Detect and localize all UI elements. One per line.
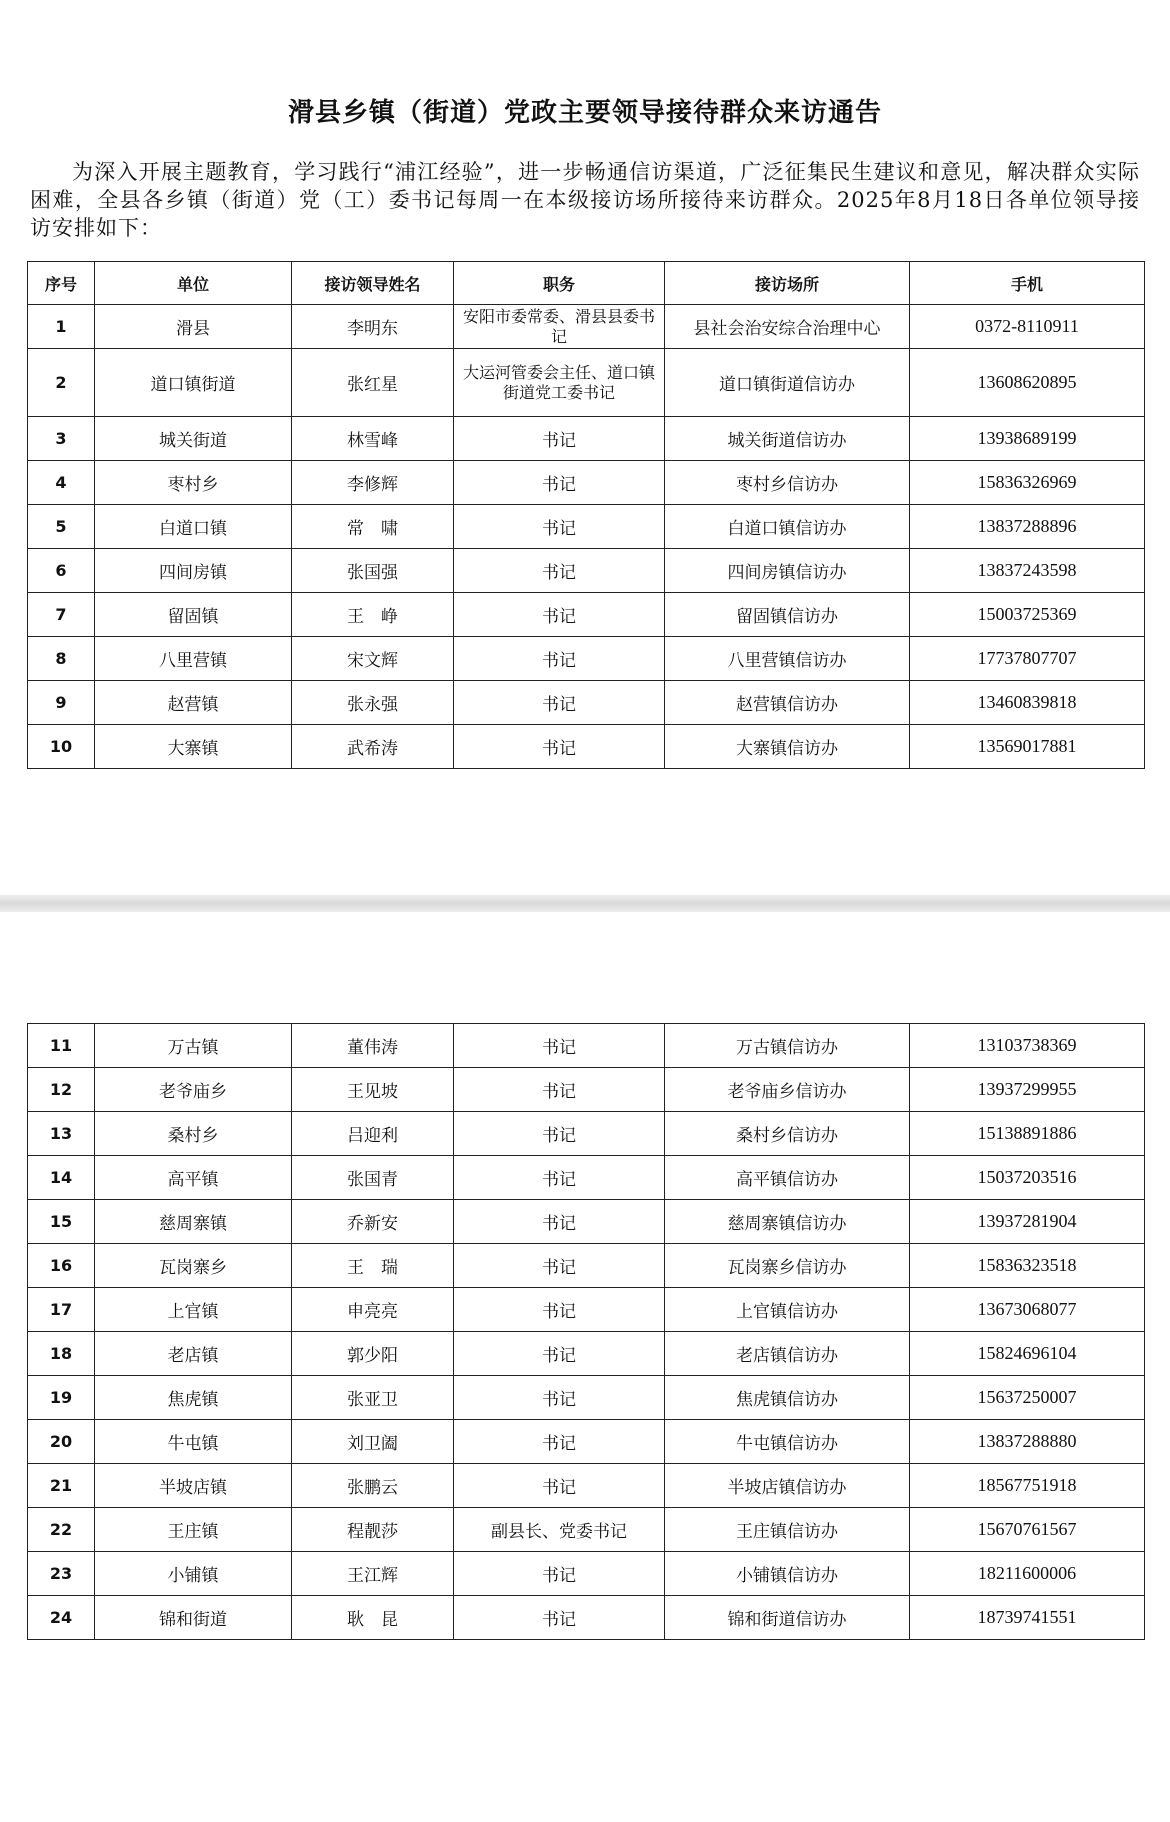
- cell-name: 张国强: [292, 549, 454, 593]
- table-row: [28, 1024, 1145, 1068]
- cell-no: 23: [28, 1552, 95, 1596]
- cell-place: 牛屯镇信访办: [665, 1420, 910, 1464]
- cell-duty: 书记: [454, 1596, 665, 1640]
- cell-place: 城关街道信访办: [665, 417, 910, 461]
- cell-no: 22: [28, 1508, 95, 1552]
- cell-place: 大寨镇信访办: [665, 725, 910, 769]
- cell-place: 白道口镇信访办: [665, 505, 910, 549]
- cell-duty: 书记: [454, 1024, 665, 1068]
- cell-phone: 18211600006: [910, 1552, 1145, 1596]
- table-row: [28, 1420, 1145, 1464]
- cell-phone: 13837288880: [910, 1420, 1145, 1464]
- header-no: 序号: [28, 262, 95, 305]
- table-row: [28, 1596, 1145, 1640]
- schedule-table-part-2: [27, 1023, 1145, 1640]
- cell-duty: 书记: [454, 417, 665, 461]
- cell-duty: 书记: [454, 1244, 665, 1288]
- table-row: [28, 1200, 1145, 1244]
- cell-duty: 副县长、党委书记: [454, 1508, 665, 1552]
- cell-unit: 牛屯镇: [95, 1420, 292, 1464]
- cell-unit: 留固镇: [95, 593, 292, 637]
- cell-place: 半坡店镇信访办: [665, 1464, 910, 1508]
- cell-duty: 书记: [454, 1200, 665, 1244]
- cell-duty: 安阳市委常委、滑县县委书记: [454, 305, 665, 349]
- cell-no: 12: [28, 1068, 95, 1112]
- cell-phone: 13569017881: [910, 725, 1145, 769]
- cell-phone: 0372-8110911: [910, 305, 1145, 349]
- table-header-row: [28, 262, 1145, 305]
- cell-place: 上官镇信访办: [665, 1288, 910, 1332]
- header-unit: 单位: [95, 262, 292, 305]
- cell-phone: 13103738369: [910, 1024, 1145, 1068]
- cell-name: 董伟涛: [292, 1024, 454, 1068]
- cell-phone: 18739741551: [910, 1596, 1145, 1640]
- cell-no: 14: [28, 1156, 95, 1200]
- cell-unit: 老店镇: [95, 1332, 292, 1376]
- cell-duty: 书记: [454, 1464, 665, 1508]
- page-separator: [0, 895, 1170, 912]
- cell-no: 4: [28, 461, 95, 505]
- cell-name: 王 峥: [292, 593, 454, 637]
- cell-place: 道口镇街道信访办: [665, 349, 910, 417]
- cell-unit: 枣村乡: [95, 461, 292, 505]
- cell-duty: 书记: [454, 1552, 665, 1596]
- cell-no: 9: [28, 681, 95, 725]
- cell-name: 吕迎利: [292, 1112, 454, 1156]
- cell-place: 锦和街道信访办: [665, 1596, 910, 1640]
- cell-name: 张永强: [292, 681, 454, 725]
- table-row: [28, 305, 1145, 349]
- cell-unit: 大寨镇: [95, 725, 292, 769]
- cell-phone: 15824696104: [910, 1332, 1145, 1376]
- cell-name: 申亮亮: [292, 1288, 454, 1332]
- cell-unit: 老爷庙乡: [95, 1068, 292, 1112]
- cell-place: 高平镇信访办: [665, 1156, 910, 1200]
- notice-title: 滑县乡镇（街道）党政主要领导接待群众来访通告: [287, 98, 882, 128]
- cell-name: 张亚卫: [292, 1376, 454, 1420]
- header-name: 接访领导姓名: [292, 262, 454, 305]
- cell-place: 老爷庙乡信访办: [665, 1068, 910, 1112]
- cell-phone: 13460839818: [910, 681, 1145, 725]
- table-row: [28, 1156, 1145, 1200]
- table-row: [28, 549, 1145, 593]
- cell-place: 小铺镇信访办: [665, 1552, 910, 1596]
- cell-phone: 13673068077: [910, 1288, 1145, 1332]
- cell-place: 焦虎镇信访办: [665, 1376, 910, 1420]
- cell-phone: 15037203516: [910, 1156, 1145, 1200]
- cell-duty: 书记: [454, 1068, 665, 1112]
- cell-unit: 焦虎镇: [95, 1376, 292, 1420]
- cell-phone: 13837243598: [910, 549, 1145, 593]
- cell-name: 林雪峰: [292, 417, 454, 461]
- cell-no: 2: [28, 349, 95, 417]
- cell-phone: 13938689199: [910, 417, 1145, 461]
- table-row: [28, 417, 1145, 461]
- cell-no: 18: [28, 1332, 95, 1376]
- table-row: [28, 681, 1145, 725]
- cell-name: 王 瑞: [292, 1244, 454, 1288]
- cell-no: 11: [28, 1024, 95, 1068]
- cell-phone: 13937281904: [910, 1200, 1145, 1244]
- cell-phone: 15670761567: [910, 1508, 1145, 1552]
- schedule-table-part-1: [27, 261, 1145, 769]
- cell-duty: 书记: [454, 1288, 665, 1332]
- cell-duty: 书记: [454, 461, 665, 505]
- cell-duty: 大运河管委会主任、道口镇街道党工委书记: [454, 349, 665, 417]
- cell-place: 留固镇信访办: [665, 593, 910, 637]
- cell-no: 3: [28, 417, 95, 461]
- cell-name: 乔新安: [292, 1200, 454, 1244]
- cell-name: 刘卫阖: [292, 1420, 454, 1464]
- cell-name: 李明东: [292, 305, 454, 349]
- cell-phone: 15003725369: [910, 593, 1145, 637]
- cell-unit: 慈周寨镇: [95, 1200, 292, 1244]
- cell-phone: 13937299955: [910, 1068, 1145, 1112]
- cell-no: 13: [28, 1112, 95, 1156]
- cell-name: 张国青: [292, 1156, 454, 1200]
- cell-place: 万古镇信访办: [665, 1024, 910, 1068]
- table-row: [28, 461, 1145, 505]
- table-row: [28, 349, 1145, 417]
- cell-unit: 滑县: [95, 305, 292, 349]
- cell-duty: 书记: [454, 1376, 665, 1420]
- cell-no: 15: [28, 1200, 95, 1244]
- cell-unit: 桑村乡: [95, 1112, 292, 1156]
- cell-phone: 15836323518: [910, 1244, 1145, 1288]
- cell-place: 王庄镇信访办: [665, 1508, 910, 1552]
- cell-unit: 万古镇: [95, 1024, 292, 1068]
- cell-phone: 13837288896: [910, 505, 1145, 549]
- table-row: [28, 1332, 1145, 1376]
- cell-phone: 18567751918: [910, 1464, 1145, 1508]
- cell-duty: 书记: [454, 505, 665, 549]
- cell-unit: 小铺镇: [95, 1552, 292, 1596]
- cell-place: 瓦岗寨乡信访办: [665, 1244, 910, 1288]
- cell-duty: 书记: [454, 1332, 665, 1376]
- cell-no: 7: [28, 593, 95, 637]
- cell-name: 张鹏云: [292, 1464, 454, 1508]
- cell-name: 王见坡: [292, 1068, 454, 1112]
- cell-name: 常 啸: [292, 505, 454, 549]
- cell-no: 19: [28, 1376, 95, 1420]
- table-row: [28, 1508, 1145, 1552]
- cell-name: 程靓莎: [292, 1508, 454, 1552]
- cell-phone: 15138891886: [910, 1112, 1145, 1156]
- cell-unit: 半坡店镇: [95, 1464, 292, 1508]
- cell-name: 郭少阳: [292, 1332, 454, 1376]
- cell-unit: 道口镇街道: [95, 349, 292, 417]
- cell-no: 17: [28, 1288, 95, 1332]
- header-duty: 职务: [454, 262, 665, 305]
- cell-no: 20: [28, 1420, 95, 1464]
- cell-unit: 上官镇: [95, 1288, 292, 1332]
- cell-no: 10: [28, 725, 95, 769]
- cell-phone: 17737807707: [910, 637, 1145, 681]
- cell-duty: 书记: [454, 681, 665, 725]
- header-phone: 手机: [910, 262, 1145, 305]
- table-row: [28, 1464, 1145, 1508]
- cell-name: 王江辉: [292, 1552, 454, 1596]
- cell-no: 5: [28, 505, 95, 549]
- cell-unit: 瓦岗寨乡: [95, 1244, 292, 1288]
- table-row: [28, 725, 1145, 769]
- cell-duty: 书记: [454, 549, 665, 593]
- table-row: [28, 1244, 1145, 1288]
- table-row: [28, 1112, 1145, 1156]
- cell-unit: 八里营镇: [95, 637, 292, 681]
- cell-unit: 锦和街道: [95, 1596, 292, 1640]
- cell-unit: 白道口镇: [95, 505, 292, 549]
- cell-unit: 赵营镇: [95, 681, 292, 725]
- header-place: 接访场所: [665, 262, 910, 305]
- cell-place: 老店镇信访办: [665, 1332, 910, 1376]
- notice-intro: 为深入开展主题教育，学习践行“浦江经验”，进一步畅通信访渠道，广泛征集民生建议和意见，解决群众实际困难，全县各乡镇（街道）党（工）委书记每周一在本级接访场所接待来访群众。2025年8月18日各单位领导接访安排如下：: [30, 160, 1140, 240]
- cell-place: 县社会治安综合治理中心: [665, 305, 910, 349]
- cell-name: 张红星: [292, 349, 454, 417]
- cell-duty: 书记: [454, 1112, 665, 1156]
- cell-place: 枣村乡信访办: [665, 461, 910, 505]
- table-row: [28, 593, 1145, 637]
- cell-name: 李修辉: [292, 461, 454, 505]
- cell-no: 21: [28, 1464, 95, 1508]
- cell-duty: 书记: [454, 1420, 665, 1464]
- cell-place: 桑村乡信访办: [665, 1112, 910, 1156]
- table-row: [28, 1288, 1145, 1332]
- cell-place: 赵营镇信访办: [665, 681, 910, 725]
- cell-phone: 13608620895: [910, 349, 1145, 417]
- cell-no: 24: [28, 1596, 95, 1640]
- cell-name: 武希涛: [292, 725, 454, 769]
- cell-no: 16: [28, 1244, 95, 1288]
- cell-unit: 城关街道: [95, 417, 292, 461]
- cell-unit: 四间房镇: [95, 549, 292, 593]
- cell-name: 宋文辉: [292, 637, 454, 681]
- table-row: [28, 1376, 1145, 1420]
- table-row: [28, 1068, 1145, 1112]
- cell-unit: 高平镇: [95, 1156, 292, 1200]
- cell-duty: 书记: [454, 1156, 665, 1200]
- cell-duty: 书记: [454, 593, 665, 637]
- cell-no: 1: [28, 305, 95, 349]
- cell-duty: 书记: [454, 637, 665, 681]
- cell-unit: 王庄镇: [95, 1508, 292, 1552]
- cell-no: 8: [28, 637, 95, 681]
- table-row: [28, 505, 1145, 549]
- table-row: [28, 1552, 1145, 1596]
- cell-phone: 15637250007: [910, 1376, 1145, 1420]
- table-row: [28, 637, 1145, 681]
- cell-place: 慈周寨镇信访办: [665, 1200, 910, 1244]
- cell-no: 6: [28, 549, 95, 593]
- cell-place: 四间房镇信访办: [665, 549, 910, 593]
- cell-duty: 书记: [454, 725, 665, 769]
- cell-place: 八里营镇信访办: [665, 637, 910, 681]
- cell-name: 耿 昆: [292, 1596, 454, 1640]
- cell-phone: 15836326969: [910, 461, 1145, 505]
